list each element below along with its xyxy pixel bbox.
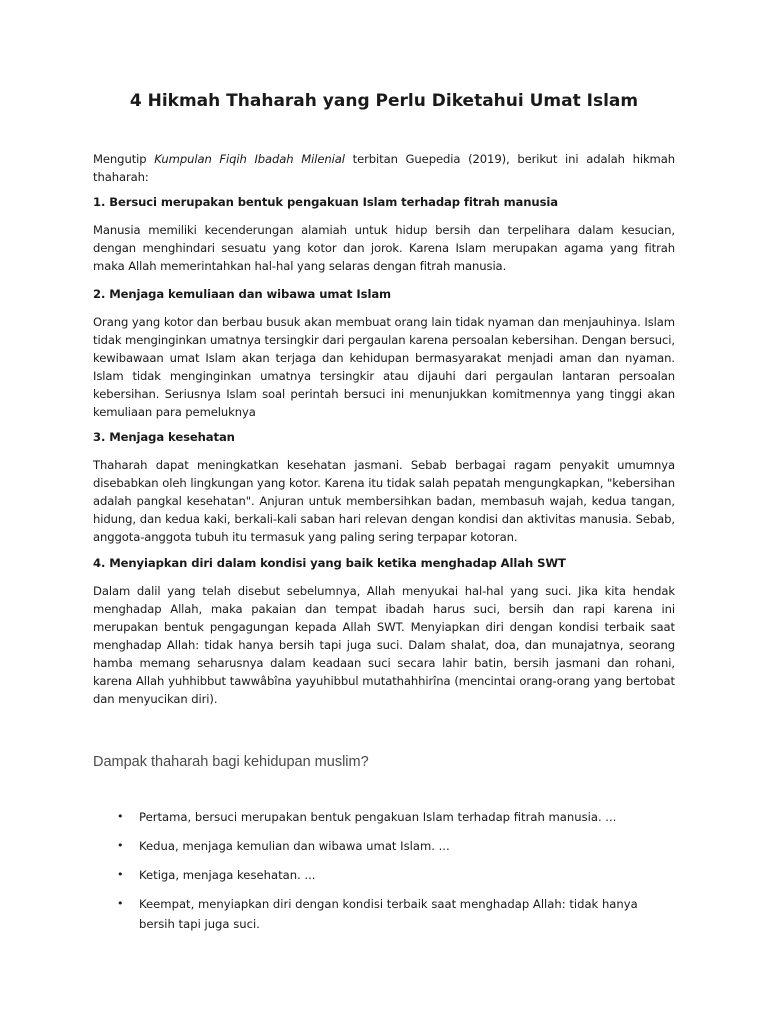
intro-paragraph (93, 150, 675, 186)
bullet-icon: • (117, 897, 124, 910)
section-4-body: Dalam dalil yang telah disebut sebelumnya, Allah menyukai hal-hal yang suci. Jika kita hendak menghadap Allah, maka pakaian dan tempat ibadah harus suci, bersih dan rapi karena ini merupakan bentuk pengagungan kepada Allah SWT. Menyiapkan diri dengan kondisi terbaik saat menghadap Allah: tidak hanya bersih tapi juga suci. Dalam shalat, doa, dan munajatnya, seorang hamba memang seharusnya dalam keadaan suci secara lahir batin, bersih jasmani dan rohani, karena Allah yuhhibbut tawwâbîna yayuhibbul mutathahhirîna (mencintai orang-orang yang bertobat dan menyucikan diri). (93, 584, 675, 706)
intro-prefix: Mengutip (93, 152, 155, 166)
list-item-text: Pertama, bersuci merupakan bentuk pengakuan Islam terhadap fitrah manusia. ... (139, 810, 617, 824)
section-1-heading: 1. Bersuci merupakan bentuk pengakuan Islam terhadap fitrah manusia (93, 195, 558, 209)
section-2-body: Orang yang kotor dan berbau busuk akan membuat orang lain tidak nyaman dan menjauhinya. Islam tidak menginginkan umatnya tersingkir dari pergaulan karena persoalan kebersihan. Dengan bersuci, kewibawaan umat Islam akan terjaga dan kehidupan bermasyarakat menjadi aman dan nyaman. Islam tidak menginginkan umatnya tersingkir atau dijauhi dari pergaulan lantaran persoalan kebersihan. Seriusnya Islam soal perintah bersuci ini menunjukkan komitmennya yang tinggi akan kemuliaan para pemeluknya (93, 315, 675, 419)
list-item-text: Kedua, menjaga kemulian dan wibawa umat Islam. ... (139, 839, 450, 853)
section-3-heading: 3. Menjaga kesehatan (93, 430, 235, 444)
section-3-body: Thaharah dapat meningkatkan kesehatan jasmani. Sebab berbagai ragam penyakit umumnya disebabkan oleh lingkungan yang kotor. Karena itu tidak salah pepatah mengungkapkan, "kebersihan adalah pangkal kesehatan". Anjuran untuk membersihkan badan, membasuh wajah, kedua tangan, hidung, dan kedua kaki, berkali-kali saban hari relevan dengan kondisi dan aktivitas manusia. Sebab, anggota-anggota tubuh itu termasuk yang paling sering terpapar kotoran. (93, 458, 675, 544)
list-item (93, 807, 675, 827)
intro-suffix: terbitan Guepedia (2019), berikut ini adalah hikmah thaharah: (93, 152, 676, 184)
document-title: 4 Hikmah Thaharah yang Perlu Diketahui Umat Islam (129, 91, 639, 111)
section-2-heading: 2. Menjaga kemuliaan dan wibawa umat Islam (93, 287, 392, 301)
bullet-icon: • (117, 810, 124, 823)
list-item-text: Keempat, menyiapkan diri dengan kondisi terbaik saat menghadap Allah: tidak hanya bersih tapi juga suci. (139, 897, 638, 931)
section-4-heading: 4. Menyiapkan diri dalam kondisi yang baik ketika menghadap Allah SWT (93, 556, 566, 570)
bullet-icon: • (117, 839, 124, 852)
list-item (93, 865, 675, 885)
list-item-text: Ketiga, menjaga kesehatan. ... (139, 868, 316, 882)
section-1-body: Manusia memiliki kecenderungan alamiah untuk hidup bersih dan terpelihara dalam kesucian, dengan menghindari sesuatu yang kotor dan jorok. Karena Islam merupakan agama yang fitrah maka Allah memerintahkan hal-hal yang selaras dengan fitrah manusia. (93, 223, 675, 273)
book-title: Kumpulan Fiqih Ibadah Milenial (154, 152, 345, 166)
list-item (93, 894, 675, 934)
bullet-icon: • (117, 868, 124, 881)
question-heading: Dampak thaharah bagi kehidupan muslim? (93, 754, 369, 770)
list-item (93, 836, 675, 856)
